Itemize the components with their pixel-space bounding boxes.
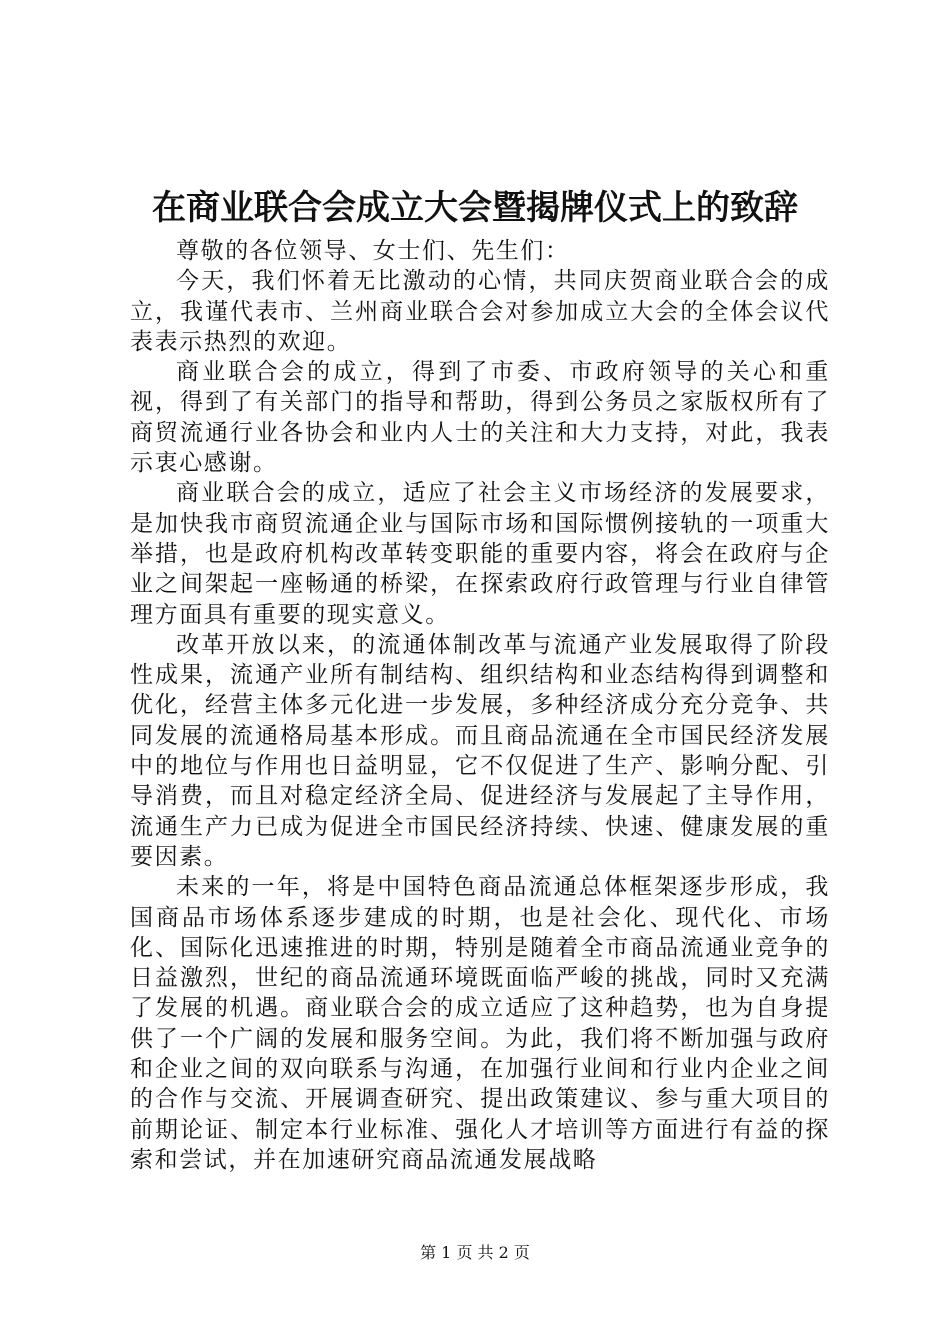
page-footer: 第 1 页 共 2 页 [420,1243,530,1262]
document-body [130,236,830,1175]
paragraph: 商业联合会的成立，得到了市委、市政府领导的关心和重视，得到了有关部门的指导和帮助，得到公务员之家版权所有了商贸流通行业各协会和业内人士的关注和大力支持，对此，我表示衷心感谢。 [130,359,830,477]
paragraph: 今天，我们怀着无比激动的心情，共同庆贺商业联合会的成立，我谨代表市、兰州商业联合会对参加成立大会的全体会议代表表示热烈的欢迎。 [130,268,830,355]
salutation: 尊敬的各位领导、女士们、先生们： [176,238,570,264]
paragraph: 改革开放以来，的流通体制改革与流通产业发展取得了阶段性成果，流通产业所有制结构、组织结构和业态结构得到调整和优化，经营主体多元化进一步发展，多种经济成分充分竞争、共同发展的流通格局基本形成。而且商品流通在全市国民经济发展中的地位与作用也日益明显，它不仅促进了生产、影响分配、引导消费，而且对稳定经济全局、促进经济与发展起了主导作用，流通生产力已成为促进全市国民经济持续、快速、健康发展的重要因素。 [130,631,830,870]
paragraph: 未来的一年，将是中国特色商品流通总体框架逐步形成，我国商品市场体系逐步建成的时期，也是社会化、现代化、市场化、国际化迅速推进的时期，特别是随着全市商品流通业竞争的日益激烈，世纪的商品流通环境既面临严峻的挑战，同时又充满了发展的机遇。商业联合会的成立适应了这种趋势，也为自身提供了一个广阔的发展和服务空间。为此，我们将不断加强与政府和企业之间的双向联系与沟通，在加强行业间和行业内企业之间的合作与交流、开展调查研究、提出政策建议、参与重大项目的前期论证、制定本行业标准、强化人才培训等方面进行有益的探索和尝试，并在加速研究商品流通发展战略 [130,874,830,1173]
paragraph: 商业联合会的成立，适应了社会主义市场经济的发展要求，是加快我市商贸流通企业与国际市场和国际惯例接轨的一项重大举措，也是政府机构改革转变职能的重要内容，将会在政府与企业之间架起一座畅通的桥梁，在探索政府行政管理与行业自律管理方面具有重要的现实意义。 [130,480,830,628]
document-title: 在商业联合会成立大会暨揭牌仪式上的致辞 [152,188,798,228]
